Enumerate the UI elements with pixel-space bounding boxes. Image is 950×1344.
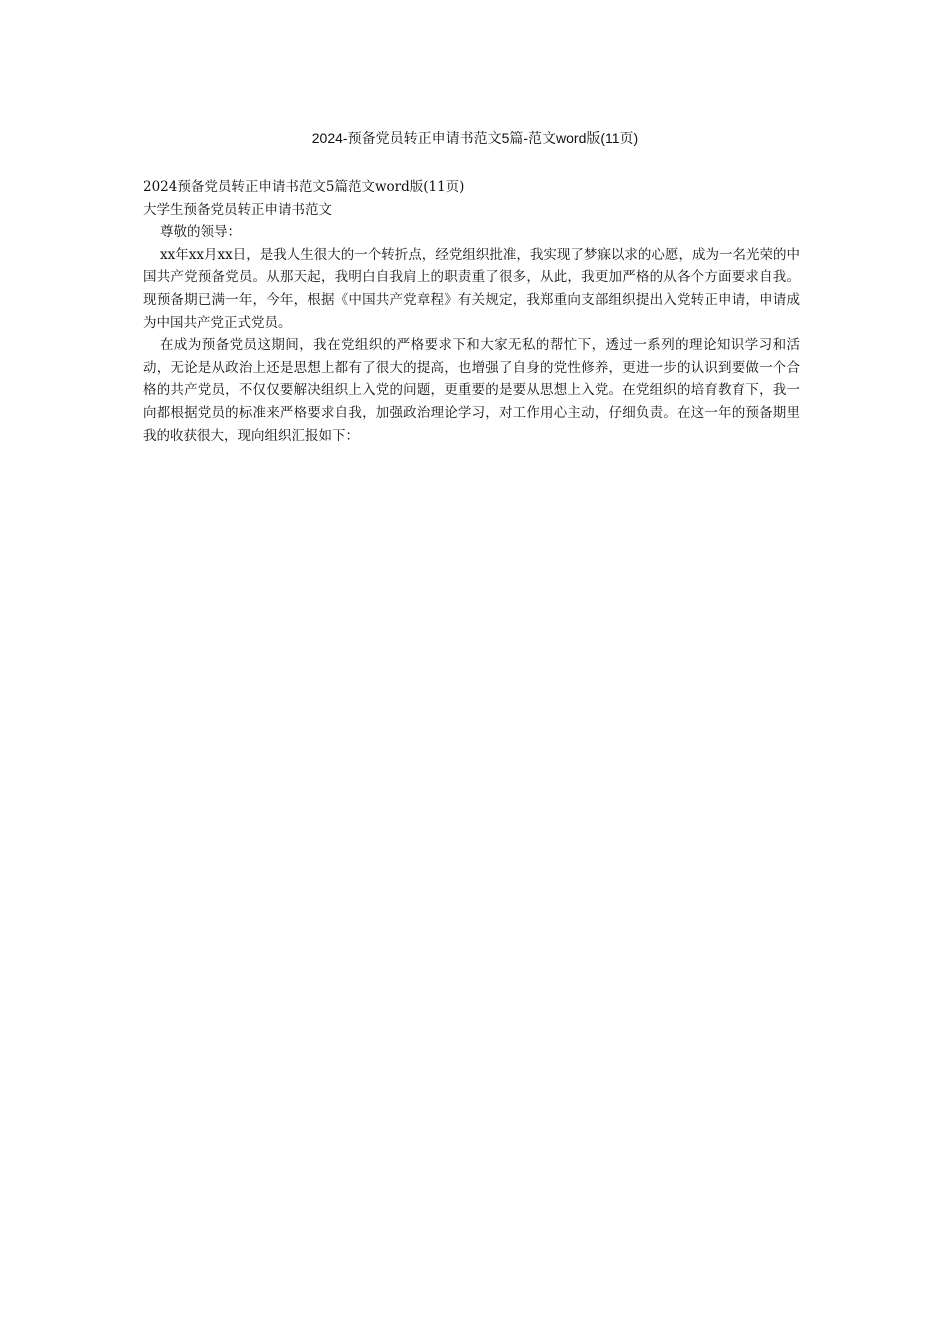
salutation: 尊敬的领导： bbox=[160, 224, 241, 241]
body-paragraph: xx年xx月xx日，是我人生很大的一个转折点，经党组织批准，我实现了梦寐以求的心愿，成为一名光荣的中国共产党预备党员。从那天起，我明白自我肩上的职责重了很多，从此，我更加严格的从各个方面要求自我。现预备期已满一年，今年，根据《中国共产党章程》有关规定，我郑重向支部组织提出入党转正申请，申请成为中国共产党正式党员。 bbox=[143, 246, 800, 331]
document-subheading: 大学生预备党员转正申请书范文 bbox=[143, 201, 332, 218]
document-header-title: 2024-预备党员转正申请书范文5篇-范文word版(11页) bbox=[311, 130, 639, 146]
document-heading: 2024预备党员转正申请书范文5篇范文word版(11页) bbox=[143, 179, 465, 195]
body-paragraph: 在成为预备党员这期间，我在党组织的严格要求下和大家无私的帮忙下，透过一系列的理论知识学习和活动，无论是从政治上还是思想上都有了很大的提高，也增强了自身的党性修养，更进一步的认识到要做一个合格的共产党员，不仅仅要解决组织上入党的问题，更重要的是要从思想上入党。在党组织的培育教育下，我一向都根据党员的标准来严格要求自我，加强政治理论学习，对工作用心主动，仔细负责。在这一年的预备期里我的收获很大，现向组织汇报如下： bbox=[143, 337, 800, 444]
document-body bbox=[143, 176, 800, 447]
